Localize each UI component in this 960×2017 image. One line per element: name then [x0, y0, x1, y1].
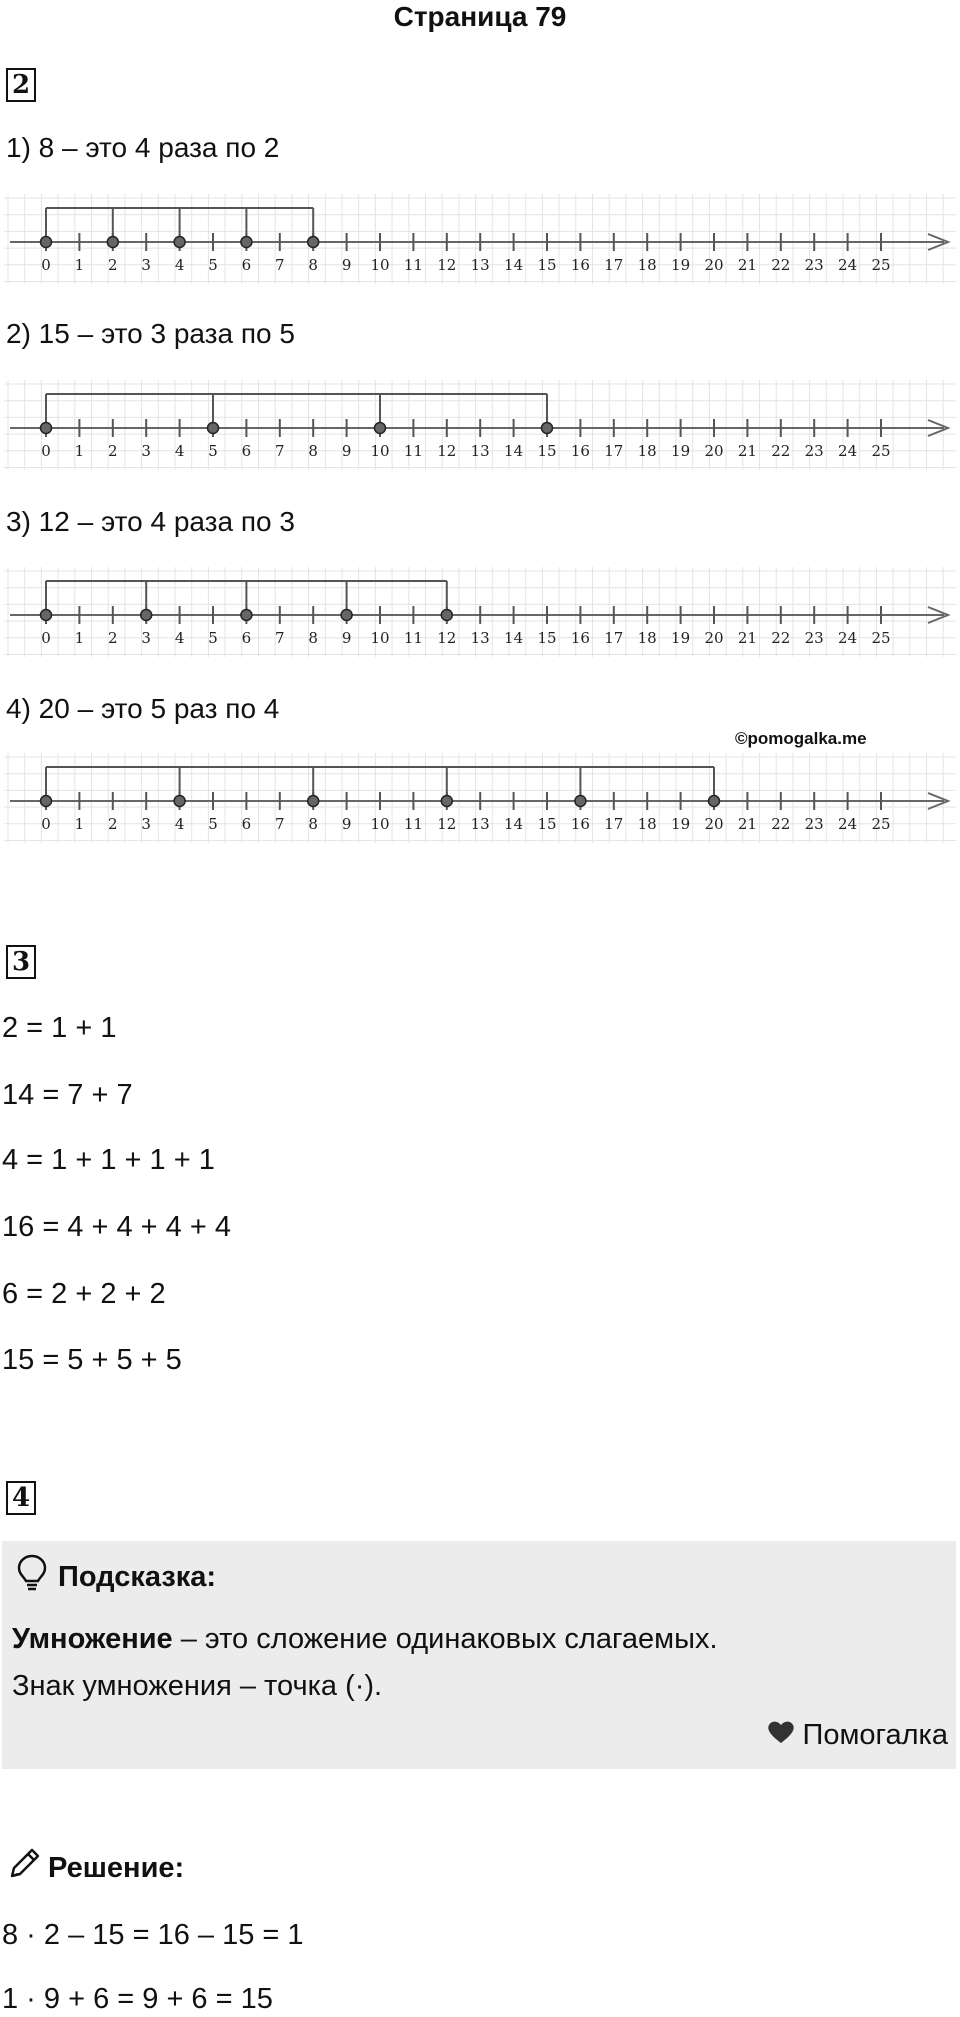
point [174, 796, 185, 807]
tick-label: 17 [604, 442, 624, 460]
equation: 2 = 1 + 1 [2, 1012, 117, 1044]
tick-label: 21 [737, 256, 757, 274]
tick-label: 5 [208, 442, 218, 460]
tick-label: 0 [41, 442, 51, 460]
tick-label: 21 [737, 442, 757, 460]
tick-label: 2 [108, 256, 118, 274]
tick-label: 19 [671, 256, 691, 274]
tick-label: 14 [504, 442, 524, 460]
point [41, 796, 52, 807]
tick-label: 14 [504, 629, 524, 647]
heart-icon [767, 1719, 795, 1752]
tick-label: 3 [141, 629, 151, 647]
tick-label: 2 [108, 629, 118, 647]
tick-label: 20 [704, 629, 724, 647]
tick-label: 25 [871, 256, 891, 274]
page-title: Страница 79 [393, 1, 567, 32]
tick-label: 20 [704, 442, 724, 460]
tick-label: 12 [437, 442, 457, 460]
number-line-1 [4, 194, 956, 284]
point [709, 796, 720, 807]
tick-label: 6 [241, 815, 252, 833]
task-number-3: 3 [6, 945, 36, 979]
tick-label: 5 [208, 629, 218, 647]
tick-label: 2 [108, 815, 118, 833]
point [208, 423, 219, 434]
tick-label: 21 [737, 629, 757, 647]
tick-label: 9 [341, 256, 352, 274]
point [174, 237, 185, 248]
number-line-caption-3: 3) 12 – это 4 раза по 3 [6, 506, 295, 537]
tick-label: 5 [208, 256, 218, 274]
tick-label: 0 [41, 256, 51, 274]
tick-label: 19 [671, 629, 691, 647]
tick-label: 25 [871, 815, 891, 833]
tick-label: 1 [74, 629, 85, 647]
tick-label: 19 [671, 815, 691, 833]
number-line-caption-1: 1) 8 – это 4 раза по 2 [6, 132, 280, 163]
tick-label: 6 [241, 256, 252, 274]
tick-label: 14 [504, 815, 524, 833]
equation: 4 = 1 + 1 + 1 + 1 [2, 1144, 215, 1176]
tick-label: 1 [74, 256, 85, 274]
tick-label: 15 [537, 256, 557, 274]
tick-label: 0 [41, 815, 51, 833]
tick-label: 25 [871, 629, 891, 647]
tick-label: 13 [470, 629, 490, 647]
hint-term: Умножение [12, 1623, 173, 1655]
number-line-3 [4, 567, 956, 657]
point [41, 610, 52, 621]
tick-label: 12 [437, 256, 457, 274]
solution-line: 1 · 9 + 6 = 9 + 6 = 15 [2, 1983, 273, 2015]
number-line-2 [4, 380, 956, 470]
tick-label: 7 [275, 815, 285, 833]
point [241, 610, 252, 621]
tick-label: 25 [871, 442, 891, 460]
tick-label: 11 [403, 256, 423, 274]
number-line-4 [4, 753, 956, 843]
tick-label: 4 [174, 256, 185, 274]
tick-label: 1 [74, 815, 85, 833]
tick-label: 22 [771, 815, 791, 833]
hint-definition-text: – это сложение одинаковых слагаемых. [172, 1623, 718, 1655]
tick-label: 13 [470, 442, 490, 460]
tick-label: 22 [771, 442, 791, 460]
tick-label: 18 [637, 442, 657, 460]
tick-label: 23 [804, 256, 824, 274]
tick-label: 7 [275, 256, 285, 274]
tick-label: 10 [370, 256, 390, 274]
task-number-2: 2 [6, 68, 36, 102]
tick-label: 4 [174, 442, 185, 460]
tick-label: 20 [704, 256, 724, 274]
tick-label: 4 [174, 629, 185, 647]
tick-label: 0 [41, 629, 51, 647]
brand [767, 1719, 948, 1752]
tick-label: 11 [403, 629, 423, 647]
tick-label: 3 [141, 815, 151, 833]
tick-label: 12 [437, 629, 457, 647]
tick-label: 3 [141, 256, 151, 274]
tick-label: 17 [604, 256, 624, 274]
tick-label: 10 [370, 442, 390, 460]
point [441, 796, 452, 807]
brand-name: Помогалка [802, 1719, 948, 1751]
tick-label: 18 [637, 815, 657, 833]
solution-line: 8 · 2 – 15 = 16 – 15 = 1 [2, 1919, 304, 1951]
tick-label: 22 [771, 256, 791, 274]
hint-header [16, 1553, 216, 1601]
pencil-icon [6, 1846, 42, 1890]
tick-label: 23 [804, 815, 824, 833]
tick-label: 23 [804, 629, 824, 647]
point [41, 423, 52, 434]
tick-label: 6 [241, 442, 252, 460]
tick-label: 10 [370, 815, 390, 833]
tick-label: 13 [470, 815, 490, 833]
point [107, 237, 118, 248]
tick-label: 17 [604, 815, 624, 833]
tick-label: 8 [308, 256, 318, 274]
tick-label: 21 [737, 815, 757, 833]
tick-label: 18 [637, 629, 657, 647]
tick-label: 24 [838, 815, 858, 833]
hint-definition [12, 1621, 718, 1657]
tick-label: 23 [804, 442, 824, 460]
tick-label: 1 [74, 442, 85, 460]
tick-label: 10 [370, 629, 390, 647]
tick-label: 8 [308, 629, 318, 647]
number-line-caption-2: 2) 15 – это 3 раза по 5 [6, 318, 295, 349]
tick-label: 6 [241, 629, 252, 647]
tick-label: 12 [437, 815, 457, 833]
tick-label: 11 [403, 815, 423, 833]
tick-label: 3 [141, 442, 151, 460]
tick-label: 15 [537, 815, 557, 833]
equation: 6 = 2 + 2 + 2 [2, 1278, 166, 1310]
hint-line-2: Знак умножения – точка (·). [12, 1670, 383, 1702]
point [308, 237, 319, 248]
tick-label: 8 [308, 442, 318, 460]
tick-label: 11 [403, 442, 423, 460]
point [141, 610, 152, 621]
tick-label: 17 [604, 629, 624, 647]
hint-title: Подсказка: [58, 1560, 217, 1593]
point [441, 610, 452, 621]
tick-label: 13 [470, 256, 490, 274]
tick-label: 18 [637, 256, 657, 274]
tick-label: 16 [570, 815, 590, 833]
tick-label: 24 [838, 442, 858, 460]
tick-label: 4 [174, 815, 185, 833]
tick-label: 15 [537, 629, 557, 647]
point [575, 796, 586, 807]
hint-box [2, 1541, 956, 1769]
tick-label: 7 [275, 629, 285, 647]
tick-label: 24 [838, 629, 858, 647]
equation: 15 = 5 + 5 + 5 [2, 1344, 182, 1376]
tick-label: 14 [504, 256, 524, 274]
tick-label: 9 [341, 442, 352, 460]
tick-label: 9 [341, 815, 352, 833]
point [375, 423, 386, 434]
equation: 16 = 4 + 4 + 4 + 4 [2, 1211, 231, 1243]
point [308, 796, 319, 807]
tick-label: 22 [771, 629, 791, 647]
lightbulb-icon [16, 1553, 48, 1601]
tick-label: 16 [570, 442, 590, 460]
tick-label: 16 [570, 256, 590, 274]
point [341, 610, 352, 621]
point [542, 423, 553, 434]
tick-label: 9 [341, 629, 352, 647]
tick-label: 5 [208, 815, 218, 833]
tick-label: 19 [671, 442, 691, 460]
tick-label: 2 [108, 442, 118, 460]
point [241, 237, 252, 248]
solution-title: Решение: [48, 1851, 185, 1884]
equation: 14 = 7 + 7 [2, 1079, 133, 1111]
watermark: ©pomogalka.me [735, 729, 867, 748]
tick-label: 8 [308, 815, 318, 833]
tick-label: 15 [537, 442, 557, 460]
solution-header [6, 1846, 184, 1890]
point [41, 237, 52, 248]
tick-label: 7 [275, 442, 285, 460]
task-number-4: 4 [6, 1481, 36, 1515]
number-line-caption-4: 4) 20 – это 5 раз по 4 [6, 693, 280, 724]
tick-label: 20 [704, 815, 724, 833]
tick-label: 16 [570, 629, 590, 647]
tick-label: 24 [838, 256, 858, 274]
